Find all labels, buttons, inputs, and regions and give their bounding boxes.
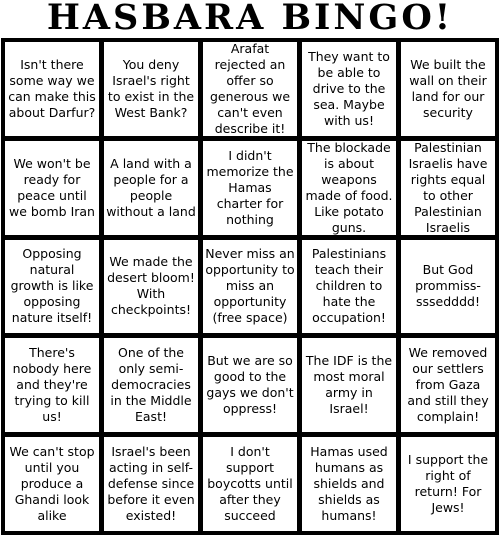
bingo-cell-text: Isn't there some way we can make this about Darfur? — [8, 56, 96, 120]
bingo-cell[interactable] — [4, 41, 100, 137]
bingo-cell[interactable] — [4, 337, 100, 433]
bingo-cell-text: Never miss an opportunity to miss an opportunity (free space) — [205, 246, 295, 326]
bingo-cell-text: We won't be ready for peace until we bomb Iran — [9, 155, 95, 219]
bingo-cell[interactable] — [301, 140, 397, 236]
bingo-cell[interactable] — [400, 140, 496, 236]
bingo-cell-text: Palestinian Israelis have rights equal to other Palestinian Israelis — [408, 139, 488, 235]
bingo-cell[interactable] — [103, 436, 199, 532]
bingo-cell[interactable] — [103, 41, 199, 137]
bingo-cell[interactable] — [4, 239, 100, 335]
bingo-cell-text: There's nobody here and they're trying to kill us! — [12, 345, 92, 425]
bingo-cell-text: I support the right of return! For Jews! — [407, 452, 489, 516]
bingo-cell[interactable] — [4, 436, 100, 532]
bingo-cell[interactable] — [301, 239, 397, 335]
bingo-cell-text: We removed our settlers from Gaza and still they complain! — [407, 345, 489, 425]
bingo-free-space-cell[interactable] — [202, 239, 298, 335]
bingo-cell[interactable] — [4, 140, 100, 236]
bingo-cell[interactable] — [202, 41, 298, 137]
bingo-cell[interactable] — [103, 239, 199, 335]
page-title: HASBARA BINGO! — [46, 0, 454, 38]
bingo-cell-text: They want to be able to drive to the sea. Maybe with us! — [308, 48, 390, 128]
bingo-cell[interactable] — [400, 436, 496, 532]
bingo-cell-text: We made the desert bloom! With checkpoints! — [107, 254, 195, 318]
bingo-cell[interactable] — [301, 436, 397, 532]
bingo-cell-text: Palestinians teach their children to hate the occupation! — [311, 246, 387, 326]
bingo-cell[interactable] — [202, 140, 298, 236]
bingo-cell[interactable] — [400, 337, 496, 433]
bingo-cell-text: The blockade is about weapons made of food. Like potato guns. — [305, 139, 393, 235]
bingo-cell[interactable] — [202, 436, 298, 532]
bingo-cell[interactable] — [103, 140, 199, 236]
bingo-cell-text: Hamas used humans as shields and shields as humans! — [310, 444, 388, 524]
bingo-cell-text: Israel's been acting in self-defense since before it even existed! — [107, 444, 195, 524]
bingo-cell[interactable] — [301, 41, 397, 137]
bingo-cell-text: We can't stop until you produce a Ghandi look alike — [9, 444, 95, 524]
bingo-cell-text: A land with a people for a people without a land — [106, 155, 196, 219]
bingo-cell-text: The IDF is the most moral army in Israel! — [305, 353, 393, 417]
bingo-cell-text: I don't support boycotts until after they succeed — [207, 444, 293, 524]
bingo-cell-text: One of the only semi-democracies in the Middle East! — [110, 345, 192, 425]
bingo-cell-text: Arafat rejected an offer so generous we can't even describe it! — [209, 41, 291, 136]
bingo-cell-text: You deny Israel's right to exist in the West Bank? — [107, 56, 195, 120]
bingo-cell-text: But God prommiss-sssedddd! — [415, 262, 481, 310]
bingo-cell-text: I didn't memorize the Hamas charter for nothing — [206, 147, 294, 227]
bingo-board — [1, 38, 499, 535]
bingo-cell-text: Opposing natural growth is like opposing nature itself! — [10, 246, 94, 326]
bingo-cell[interactable] — [103, 337, 199, 433]
bingo-cell-text: But we are so good to the gays we don't oppress! — [206, 353, 294, 417]
bingo-cell[interactable] — [400, 239, 496, 335]
bingo-cell[interactable] — [202, 337, 298, 433]
bingo-cell[interactable] — [400, 41, 496, 137]
bingo-cell-text: We built the wall on their land for our security — [409, 56, 487, 120]
bingo-cell[interactable] — [301, 337, 397, 433]
